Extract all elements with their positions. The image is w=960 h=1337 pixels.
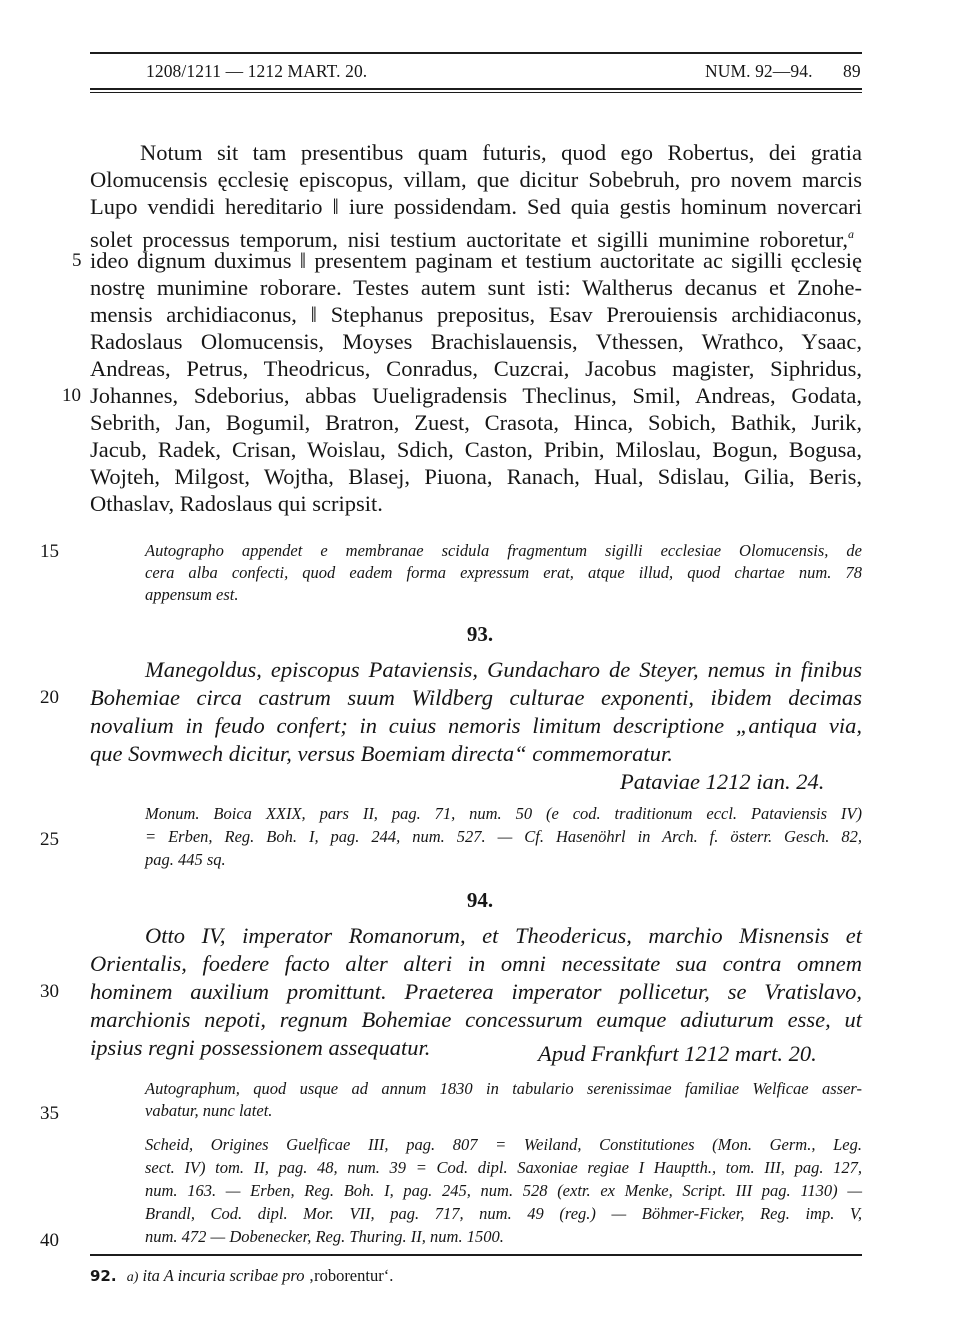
text-line: Olomucensis ęcclesię episcopus, villam, que dicitur Sobebruh, pro novem marcis (90, 167, 862, 192)
note-line: Autographum, quod usque ad annum 1830 in tabulario serenissimae familiae Welficae asser- (145, 1079, 862, 1098)
line-number: 30 (40, 981, 59, 1002)
text-line: Sebrith, Jan, Bogumil, Bratron, Zuest, Crasota, Hinca, Sobich, Bathik, Jurik, (90, 410, 862, 435)
note-line: num. 472 — Dobenecker, Reg. Thuring. II, num. 1500. (145, 1227, 504, 1246)
text-line: mensis archidiaconus, ‖ Stephanus prepositus, Esav Prerouiensis archidiaconus, (90, 302, 862, 327)
note-line: Scheid, Origines Guelficae III, pag. 807 = Weiland, Constitutiones (Mon. Germ., Leg. (145, 1135, 862, 1154)
doc93-number: 93. (466, 622, 494, 646)
page-number: 89 (843, 61, 861, 81)
footnote-text: ita A incuria scribae pro (142, 1266, 305, 1285)
summary-line: que Sovmwech dicitur, versus Boemiam directa“ commemoratur. (90, 741, 673, 766)
note-line: sect. IV) tom. II, pag. 48, num. 39 = Cod. dipl. Saxoniae regiae I Hauptth., tom. III, pag. 127, (145, 1158, 862, 1177)
summary-line: novalium in feudo confert; in cuius nemoris limitum descriptione „antiqua via, (90, 713, 862, 738)
text-line: Othaslav, Radoslaus qui scripsit. (90, 491, 383, 516)
footnote-doc-ref: 92. (90, 1267, 117, 1285)
text-line: nostrę munimine roborare. Testes autem sunt isti: Waltherus decanus et Znohe- (90, 275, 862, 300)
note-line: vabatur, nunc latet. (145, 1101, 273, 1120)
doc93-place-date: Pataviae 1212 ian. 24. (620, 769, 825, 794)
text-line: Lupo vendidi hereditario ‖ iure possidendam. Sed quia gestis hominum novercari (90, 194, 862, 219)
text-line: Wojteh, Milgost, Wojtha, Blasej, Piuona, Ranach, Hual, Sdislau, Gilia, Beris, (90, 464, 862, 489)
line-number: 40 (40, 1230, 59, 1251)
line-number: 20 (40, 687, 59, 708)
line-number: 25 (40, 829, 59, 850)
line-number: 35 (40, 1103, 59, 1124)
text-span: solet processus temporum, nisi testium auctoritate et sigilli munimine roboretur, (90, 227, 848, 252)
note-line: pag. 445 sq. (145, 850, 226, 869)
header-top-rule (90, 52, 862, 54)
text-line: Johannes, Sdeborius, abbas Uueligradensis Theclinus, Smil, Andreas, Godata, (90, 383, 862, 408)
note-line: Autographo appendet e membranae scidula fragmentum sigilli ecclesiae Olomucensis, de (145, 541, 862, 560)
line-number: 10 (62, 385, 81, 406)
text-line: Andreas, Petrus, Theodricus, Conradus, Cuzcrai, Jacobus magister, Siphridus, (90, 356, 862, 381)
note-line: Monum. Boica XXIX, pars II, pag. 71, num. 50 (e cod. traditionum eccl. Pataviensis IV) (145, 804, 862, 823)
summary-line: Otto IV, imperator Romanorum, et Theodericus, marchio Misnensis et (145, 923, 862, 948)
doc94-number: 94. (466, 888, 494, 912)
header-bottom-rule (90, 88, 862, 90)
doc94-place-date: Apud Frankfurt 1212 mart. 20. (538, 1041, 817, 1066)
header-num-range: NUM. 92—94. (705, 61, 813, 81)
summary-line: Bohemiae circa castrum suum Wildberg culturae exponenti, ibidem decimas (90, 685, 862, 710)
footnote (90, 1266, 393, 1286)
summary-line: Manegoldus, episcopus Pataviensis, Gundacharo de Steyer, nemus in finibus (145, 657, 862, 682)
text-line: Notum sit tam presentibus quam futuris, quod ego Robertus, dei gratia (140, 140, 862, 165)
summary-line: marchionis nepoti, regnum Bohemiae concessurum eumque adiuturum esse, ut (90, 1007, 862, 1032)
line-number: 15 (40, 541, 59, 562)
header-bottom-rule-thin (90, 92, 862, 93)
footnote-quoted-word: ‚roborentur‘. (308, 1266, 394, 1285)
line-number: 5 (72, 250, 82, 271)
footnote-rule (90, 1254, 862, 1256)
note-line: num. 163. — Erben, Reg. Boh. I, pag. 245, num. 528 (extr. ex Menke, Script. III pag. 1130) — (145, 1181, 862, 1200)
footnote-marker: a) (126, 1270, 139, 1285)
text-line: ideo dignum duximus ‖ presentem paginam et testium auctoritate ac sigilli ęcclesię (90, 248, 862, 273)
note-line: appensum est. (145, 585, 239, 604)
text-line: Jacub, Radek, Crisan, Woislau, Sdich, Caston, Pribin, Miloslau, Bogun, Bogusa, (90, 437, 862, 462)
summary-line: hominem auxilium promittunt. Praeterea imperator pollicetur, se Vratislavo, (90, 979, 862, 1004)
footnote-marker-a: a (848, 227, 854, 241)
text-line: Radoslaus Olomucensis, Moyses Brachislauensis, Vthessen, Wrathco, Ysaac, (90, 329, 862, 354)
note-line: Brandl, Cod. dipl. Mor. VII, pag. 717, num. 49 (reg.) — Böhmer-Ficker, Reg. imp. V, (145, 1204, 862, 1223)
summary-line: ipsius regni possessionem assequatur. (90, 1035, 431, 1060)
header-date-range: 1208/1211 — 1212 MART. 20. (146, 61, 368, 81)
note-line: = Erben, Reg. Boh. I, pag. 244, num. 527. — Cf. Hasenöhrl in Arch. f. österr. Gesch. 82, (145, 827, 862, 846)
note-line: cera alba confecti, quod eadem forma expressum erat, atque illud, quod chartae num. 78 (145, 563, 862, 582)
summary-line: Orientalis, foedere facto alter alteri in omni necessitate sua contra omnem (90, 951, 862, 976)
